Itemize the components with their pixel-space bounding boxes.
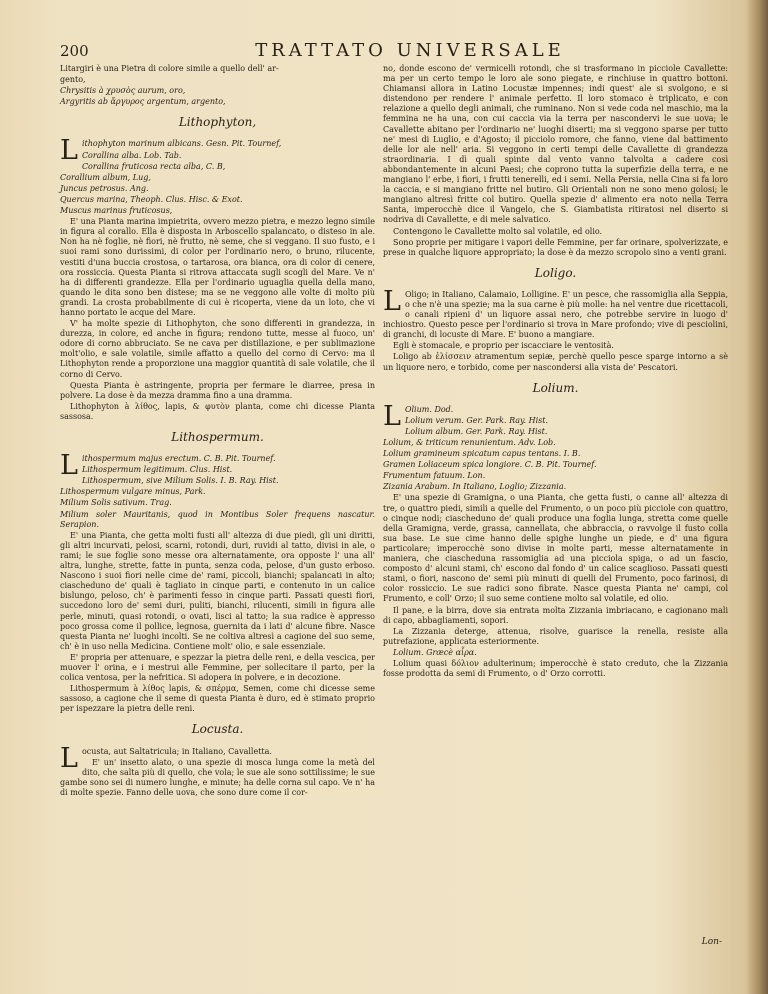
page-number: 200 (60, 42, 89, 60)
body-paragraph: Sono proprie per mitigare i vapori delle Femmine, per far orinare, spolverizzate, e prese in qualche liquore appropriato; la dose è da mezzo scropolo sino a venti grani. (383, 237, 728, 257)
synonym-line: Quercus marina, Theoph. Clus. Hisc. & Exot. (60, 194, 243, 204)
synonym-line: Frumentum fatuum. Lon. (383, 471, 486, 481)
body-paragraph: Lolium quasi δόλιον adulterinum; imperocchè è stato creduto, che la Zizzania fosse prodotta da semi di Frumento, o d' Orzo corrotti. (383, 658, 728, 679)
body-paragraph: La Zizzania deterge, attenua, risolve, guarisce la renella, resiste alla putrefazione, applicata esteriormente. (383, 626, 728, 646)
drop-cap: L (383, 400, 401, 432)
running-title: TRATTATO UNIVERSALE (255, 40, 565, 61)
section-heading-loligo: Loligo. (534, 265, 577, 280)
section-heading-locusta: Locusta. (191, 722, 244, 737)
drop-cap: L (60, 742, 78, 774)
synonym-line: Olium. Dod. (404, 404, 454, 414)
synonym-line: Milium soler Mauritanis, quod in Montibus Soler frequens nascatur. Serapion. (60, 509, 375, 529)
synonym-line: Corallium album, Lug, (60, 172, 151, 182)
drop-cap: L (60, 135, 78, 167)
synonym-line: Lolium album. Ger. Park. Ray. Hist. (404, 426, 548, 436)
synonym-line: Corallina alba. Lob. Tab. (81, 150, 182, 160)
body-paragraph: Lithospermum à λίθος lapis, & σπέρμα, Semen, come chi dicesse seme sassoso, a cagione che il seme di questa Pianta è duro, ed è stimato proprio per ispezzare la pietra delle reni. (60, 684, 375, 714)
synonym-line: Lolium verum. Ger. Park. Ray. Hist. (404, 415, 548, 425)
body-paragraph: Oligo; in Italiano, Calamaio, Lolligine. E' un pesce, che rassomiglia alla Seppia, o che n'è una spezie; ma la sua carne è più molle: ha nel ventre due ricettacoli, o canali ripieni d' un liquore assai nero, che potrebbe servire in luogo d' inchiostro. Questo pesce per l'ordinario si trova in Mare profondo; vive di pesciolini, di granchi, di locuste di Mare. E' buono a mangiare. (383, 289, 728, 340)
body-paragraph: no, donde escono de' vermicelli rotondi, che si trasformano in picciole Cavallette: ma per un certo tempo le loro ale sono piegate, e rinchiuse in quattro bottoni. Chiamansi allora in Latino Locustæ impennes; indi quest' ale si svolgono, e si distendono per rendere l' animale perfetto. Il loro stomaco è triplicato, e con relazione a quello degli animali, che ruminano. Non si vede coda nel maschio, ma la femmina ne ha una, con cui caccia via la terra per nascondervi le sue uova; le Cavallette abitano per l'ordinario ne' luoghi diserti; ma si veggono sparse per tutto ne' mesi di Luglio, e d'Agosto; il picciolo romore, che fanno, viene dal battimento delle lor ale nell' aria. Si veggono in certi tempi delle Cavallette di grandezza straordinaria. I dì quali spinte dal vento vanno talvolta a cadere così abbondantemente in alcuni Paesi; che coprono tutta la superfizie della terra, e ne mangiano l' erbe, i fiori, i frutti tenerelli, ed i semi. Nella Persia, nella Cina si fa loro la caccia, e si mangiano fritte nel butiro. Gli Orientali non ne sono meno golosi; le mangiano altresì fritte col butiro. Quella spezie d' alimento era noto nella Terra Santa, imperocchè dice il Vangelo, che S. Giambatista ritiratosi nel diserto si nodriva di Cavallette, e di mele salvatico. (383, 64, 728, 225)
intro-line: Argyritis ab ἄργυρος argentum, argento, (60, 97, 226, 107)
body-paragraph: V' ha molte spezie di Lithophyton, che sono differenti in grandezza, in durezza, in colore, ed anche in figura; rendono tutte, messe al fuoco, un' odore di corno abbruciato. Se ne cava per distillazione, e per sublimazione molt'olio, e sale volatile, simile affatto a quello del corno di Cervo: ma il Lithophyton rende a proporzione una maggior quantità di sale volatile, che il corno di Cervo. (60, 319, 375, 379)
synonym-line: ithospermum majus erectum. C. B. Pit. Tournef. (81, 454, 276, 464)
body-paragraph: ocusta, aut Saltatricula; in Italiano, Cavalletta. (81, 746, 272, 756)
synonym-line: Milium Solis sativum. Trag. (60, 498, 172, 508)
synonym-line: Zizania Arabum. In Italiano, Loglio; Zizzania. (383, 482, 567, 492)
body-paragraph: Egli è stomacale, e proprio per iscacciare le ventosità. (393, 341, 614, 351)
synonym-line: Corallina fruticosa recta alba, C. B, (81, 161, 226, 171)
page-gutter-shadow (746, 0, 768, 994)
body-paragraph: E' propria per attenuare, e spezzar la pietra delle reni, e della vescica, per muover l' orina, e i mestrui alle Femmine, per sollecitare il parto, per la colica ventosa, per la nefritica. Si adopera in polvere, e in decozione. (60, 652, 375, 683)
synonym-line: ithophyton marinum albicans. Gesn. Pit. Tournef, (81, 139, 282, 149)
body-paragraph: Lithophyton à λίθος, lapis, & φυτὸν planta, come chi dicesse Pianta sassosa. (60, 401, 375, 421)
synonym-line: Lithospermum, sive Milium Solis. I. B. Ray. Hist. (81, 476, 279, 486)
body-paragraph: Questa Pianta è astringente, propria per fermare le diarree, presa in polvere. La dose è da mezza dramma fino a una dramma. (60, 380, 375, 400)
synonym-line: Lithospermum vulgare minus, Park. (60, 487, 206, 497)
intro-line: Litargiri è una Pietra di colore simile a quello dell' ar- (60, 64, 279, 73)
body-paragraph: Contengono le Cavallette molto sal volatile, ed olio. (393, 226, 603, 236)
catchword: Lon- (701, 937, 722, 947)
synonym-line: Juncus petrosus. Ang. (60, 183, 149, 193)
body-paragraph: Loligo ab ἐλίσσειν atramentum sepiæ, perchè quello pesce sparge intorno a sè un liquore nero, e torbido, come per nascondersi alla vista de' Pescatori. (383, 352, 728, 372)
body-paragraph: Il pane, e la birra, dove sia entrata molta Zizzania imbriacano, e cagionano mali di capo, abbagliamenti, sopori. (383, 605, 728, 625)
intro-line: gento, (60, 75, 86, 85)
synonym-line: Muscus marinus fruticosus, (60, 206, 173, 216)
intro-line: Chrysitis à χρυσὸς aurum, oro, (60, 86, 186, 96)
right-column (383, 64, 728, 680)
left-column (60, 64, 375, 799)
body-paragraph: E' una spezie di Gramigna, o una Pianta, che getta fusti, o canne all' altezza di tre, o quattro piedi, simili a quelle del Frumento, o un poco più picciole con quattro, o cinque nodi; ciascheduno de' quali produce una foglia lunga, stretta come quelle della Gramigna, verde, grassa, cannellata, che abbraccia, o ravvolge il fusto colla sua base. Le sue cime hanno delle spighe lunghe un piede, e d' una figura particolare; imperocchè sono divise in molte parti, messe alternatamente in maniera, che ciascheduna rassomiglia ad una picciola spiga, o ad un fascio, composto d' alcuni stami, ch' escono dal fondo d' un calice scaglioso. Passati questi stami, o fiori, nascono de' semi più minuti di quelli del Frumento, poco farinosi, di color rossiccio. Le sue radici sono fibrate. Nasce questa Pianta ne' campi, col Frumento, e coll' Orzo; il suo seme contiene molto sal volatile, ed olio. (383, 493, 728, 604)
body-paragraph: E' una Pianta marina impietrita, ovvero mezzo pietra, e mezzo legno simile in figura al corallo. Ella è disposta in Arboscello spalancato, o disteso in ale. Non ha nè foglie, nè fiori, nè frutto, nè seme, che si veggano. Il suo fusto, e i suoi rami sono durissimi, di color per l'ordinario nero, o bruno, rilucente, vestiti d'una buccia crostosa, o tartarosa, ora bianca, ora di color di cenere, ora rossiccia. Questa Pianta si ritrova attaccata sugli scogli del Mare. Ve n' ha di differenti grandezze. Ella per l'ordinario uguaglia quella della mano, quando le dita sono ben distese; ma se ne veggono alle volte di molto più grandi. La crosta probabilmente di cui è ricoperta, viene da un loto, che vi hanno portato le acque del Mare. (60, 217, 375, 317)
drop-cap: L (383, 285, 401, 317)
section-heading-lolium: Lolium. (532, 380, 579, 395)
synonym-line: Lithospermum legitimum. Clus. Hist. (81, 465, 233, 475)
synonym-line: Gramen Loliaceum spica longiore. C. B. Pit. Tournef. (383, 460, 597, 470)
drop-cap: L (60, 450, 78, 482)
page-header (60, 42, 740, 64)
body-paragraph: E' una Pianta, che getta molti fusti all' altezza di due piedi, gli uni diritti, gli altri incurvati, pelosi, scarni, rotondi, duri, ruvidi al tatto, divisi in ale, o rami; le sue foglie sono messe ora alternatamente, ora opposte l' una all' altra, lunghe, strette, fatte in punta, senza coda, pelose, d'un gusto erboso. Nascono i suoi fiori nelle cime de' rami, piccoli, bianchi; spalancati in alto; ciascheduno de' quali è tagliato in cinque parti, e contenuto in un calice bislungo, peloso, ch' è parimenti fesso in cinque parti. Passati questi fiori, succedono loro de' semi duri, puliti, bianchi, rilucenti, simili in figura alle perle, minuti, quasi rotondi, o ovati, lisci al tatto; la sua radice è appresso poco grossa come il pollice, legnosa, guernita da i lati d' alcune fibre. Nasce questa Pianta ne' luoghi incolti. Se ne coltiva altresì a cagione del suo seme, ch' è in uso nella Medicina. Contiene molt' olio, e sale essenziale. (60, 530, 375, 651)
body-paragraph: E' un' insetto alato, o una spezie di mosca lunga come la metà del dito, che salta più di quello, che vola; le sue ale sono sottilissime; le sue gambe sono sei di numero lunghe, e minute; ha delle corna sul capo. Ve n' ha di molte spezie. Fanno delle uova, che sono dure come il cor- (60, 757, 375, 797)
section-heading-lithospermum: Lithospermum. (171, 430, 264, 444)
section-heading-lithophyton: Lithophyton, (178, 115, 257, 130)
synonym-line: Lolium, & triticum renunientum. Adv. Lob. (383, 438, 556, 447)
body-paragraph: Lolium. Græcè αἶρα. (393, 647, 477, 657)
synonym-line: Lolium gramineum spicatum capus tentans. I. B. (383, 449, 581, 459)
